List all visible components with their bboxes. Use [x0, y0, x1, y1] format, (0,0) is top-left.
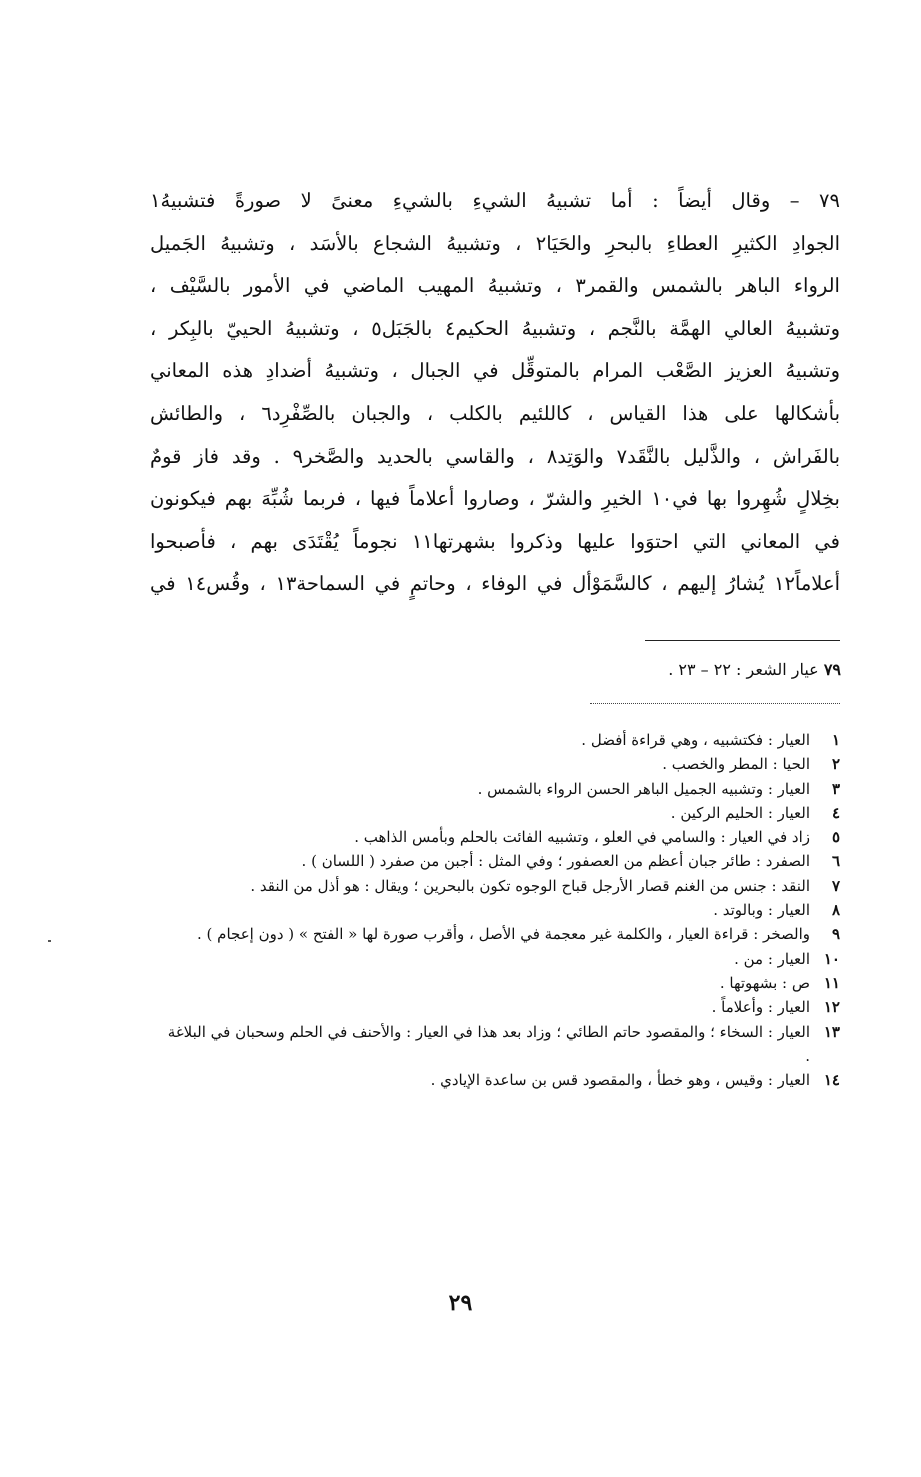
- footnote: [160, 801, 840, 825]
- footnote: [160, 728, 840, 752]
- footnote-number: ١٤: [823, 1071, 840, 1090]
- page-number: ٢٩: [448, 1290, 473, 1316]
- footnote-text: العيار : وتشبيه الجميل الباهر الحسن الرواء بالشمس .: [477, 779, 810, 798]
- footnote: [160, 995, 840, 1019]
- main-line: بخِلالٍ شُهِروا بها في١٠ الخيرِ والشرّ ، وصاروا أعلاماً فيها ، فربما شُبِّهَ بهم فيكونون: [150, 487, 840, 511]
- footnote-number: ٨: [831, 901, 840, 920]
- footnote: [160, 922, 840, 946]
- footnote: [160, 971, 840, 995]
- footnote-number: ٧: [831, 876, 840, 895]
- footnote-number: ٣: [831, 779, 840, 798]
- footnote-number: ٦: [831, 852, 840, 871]
- footnote-number: ١١: [823, 973, 840, 992]
- footnote-text: ص : بشهوتها .: [719, 973, 810, 992]
- footnote-number: ١٠: [823, 949, 840, 968]
- footnote: [160, 752, 840, 776]
- footnote-number: ١٣: [823, 1022, 840, 1041]
- footnote-number: ١٢: [823, 998, 840, 1017]
- footnote: [160, 947, 840, 971]
- footnote-number: ١: [831, 731, 840, 749]
- source-number: ٧٩: [823, 660, 841, 679]
- footnote-text: العيار : وبالوتد .: [713, 901, 810, 920]
- source-reference: [341, 655, 841, 685]
- dotted-separator: [590, 703, 840, 704]
- footnote-separator: [645, 640, 840, 641]
- footnote-number: ٢: [831, 755, 840, 774]
- scan-speck: [48, 940, 51, 942]
- main-line: أعلاماً١٢ يُشارُ إليهم ، كالسَّمَوْأل في الوفاء ، وحاتمٍ في السماحة١٣ ، وقُس١٤ في: [150, 572, 840, 596]
- footnote: [160, 849, 840, 873]
- footnote: [160, 825, 840, 849]
- footnote-text: العيار : الحليم الركين .: [670, 803, 810, 822]
- footnote-text: العيار : وأعلاماً .: [711, 998, 810, 1017]
- main-line: الجوادِ الكثيرِ العطاءِ بالبحرِ والحَيَا٢ ، وتشبيهُ الشجاع بالأسَد ، وتشبيهُ الجَميل: [150, 231, 840, 255]
- footnote: [160, 1068, 840, 1092]
- main-line: بالفَراش ، والذَّليل بالنَّقَد٧ والوَتِد٨ ، والقاسي بالحديد والصَّخر٩ . وقد فاز قومٌ: [150, 444, 840, 468]
- footnotes-list: [160, 728, 840, 1092]
- main-line: في المعاني التي احتوَوا عليها وذكروا بشهرتها١١ نجوماً يُقْتَدَى بهم ، فأصبحوا: [150, 529, 840, 553]
- footnote-text: العيار : السخاء ؛ والمقصود حاتم الطائي ؛ وزاد بعد هذا في العيار : والأحنف في الحلم وسحبان في البلاغة .: [167, 1022, 810, 1065]
- footnote-text: العيار : من .: [734, 949, 810, 968]
- footnote-number: ٩: [831, 925, 840, 944]
- footnote-number: ٥: [831, 828, 840, 847]
- footnote-number: ٤: [831, 803, 840, 822]
- main-paragraph: [150, 180, 840, 606]
- footnote: [160, 777, 840, 801]
- footnote-text: زاد في العيار : والسامي في العلو ، وتشبيه الفائت بالحلم وبأمس الذاهب .: [354, 828, 810, 847]
- main-line: الرواء الباهر بالشمس والقمر٣ ، وتشبيهُ المهيب الماضي في الأمور بالسَّيْف ،: [150, 274, 840, 298]
- footnote-text: الصفرد : طائر جبان أعظم من العصفور ؛ وفي المثل : أجبن من صفرد ( اللسان ) .: [301, 852, 810, 871]
- main-line: وتشبيهُ العالي الهمَّة بالنَّجم ، وتشبيهُ الحكيم٤ بالجَبَل٥ ، وتشبيهُ الحييّ بالبِكر ،: [150, 316, 840, 340]
- footnote-text: العيار : فكتشبيه ، وهي قراءة أفضل .: [581, 731, 810, 749]
- main-line: بأشكالها على هذا القياس ، كاللئيم بالكلب ، والجبان بالصِّفْرِد٦ ، والطائش: [150, 401, 840, 425]
- main-line: وتشبيهُ العزيز الصَّعْب المرام بالمتوقِّل في الجبال ، وتشبيهُ أضدادِ هذه المعاني: [150, 359, 840, 383]
- source-text: عيار الشعر : ٢٢ – ٢٣ .: [668, 660, 819, 679]
- main-line: ٧٩ – وقال أيضاً : أما تشبيهُ الشيءِ بالشيءِ معنىً لا صورةً فتشبيهُ١: [150, 189, 840, 212]
- footnote: [160, 1020, 840, 1069]
- footnote: [160, 874, 840, 898]
- footnote: [160, 898, 840, 922]
- footnote-text: النقد : جنس من الغنم قصار الأرجل قباح الوجوه تكون بالبحرين ؛ ويقال : هو أذل من النقد .: [250, 876, 810, 895]
- footnote-text: الحيا : المطر والخصب .: [662, 755, 810, 774]
- footnote-text: والصخر : قراءة العيار ، والكلمة غير معجمة في الأصل ، وأقرب صورة لها « الفتح » ( دون إعجام ) .: [197, 925, 810, 944]
- footnote-text: العيار : وقيس ، وهو خطأ ، والمقصود قس بن ساعدة الإيادي .: [430, 1071, 810, 1090]
